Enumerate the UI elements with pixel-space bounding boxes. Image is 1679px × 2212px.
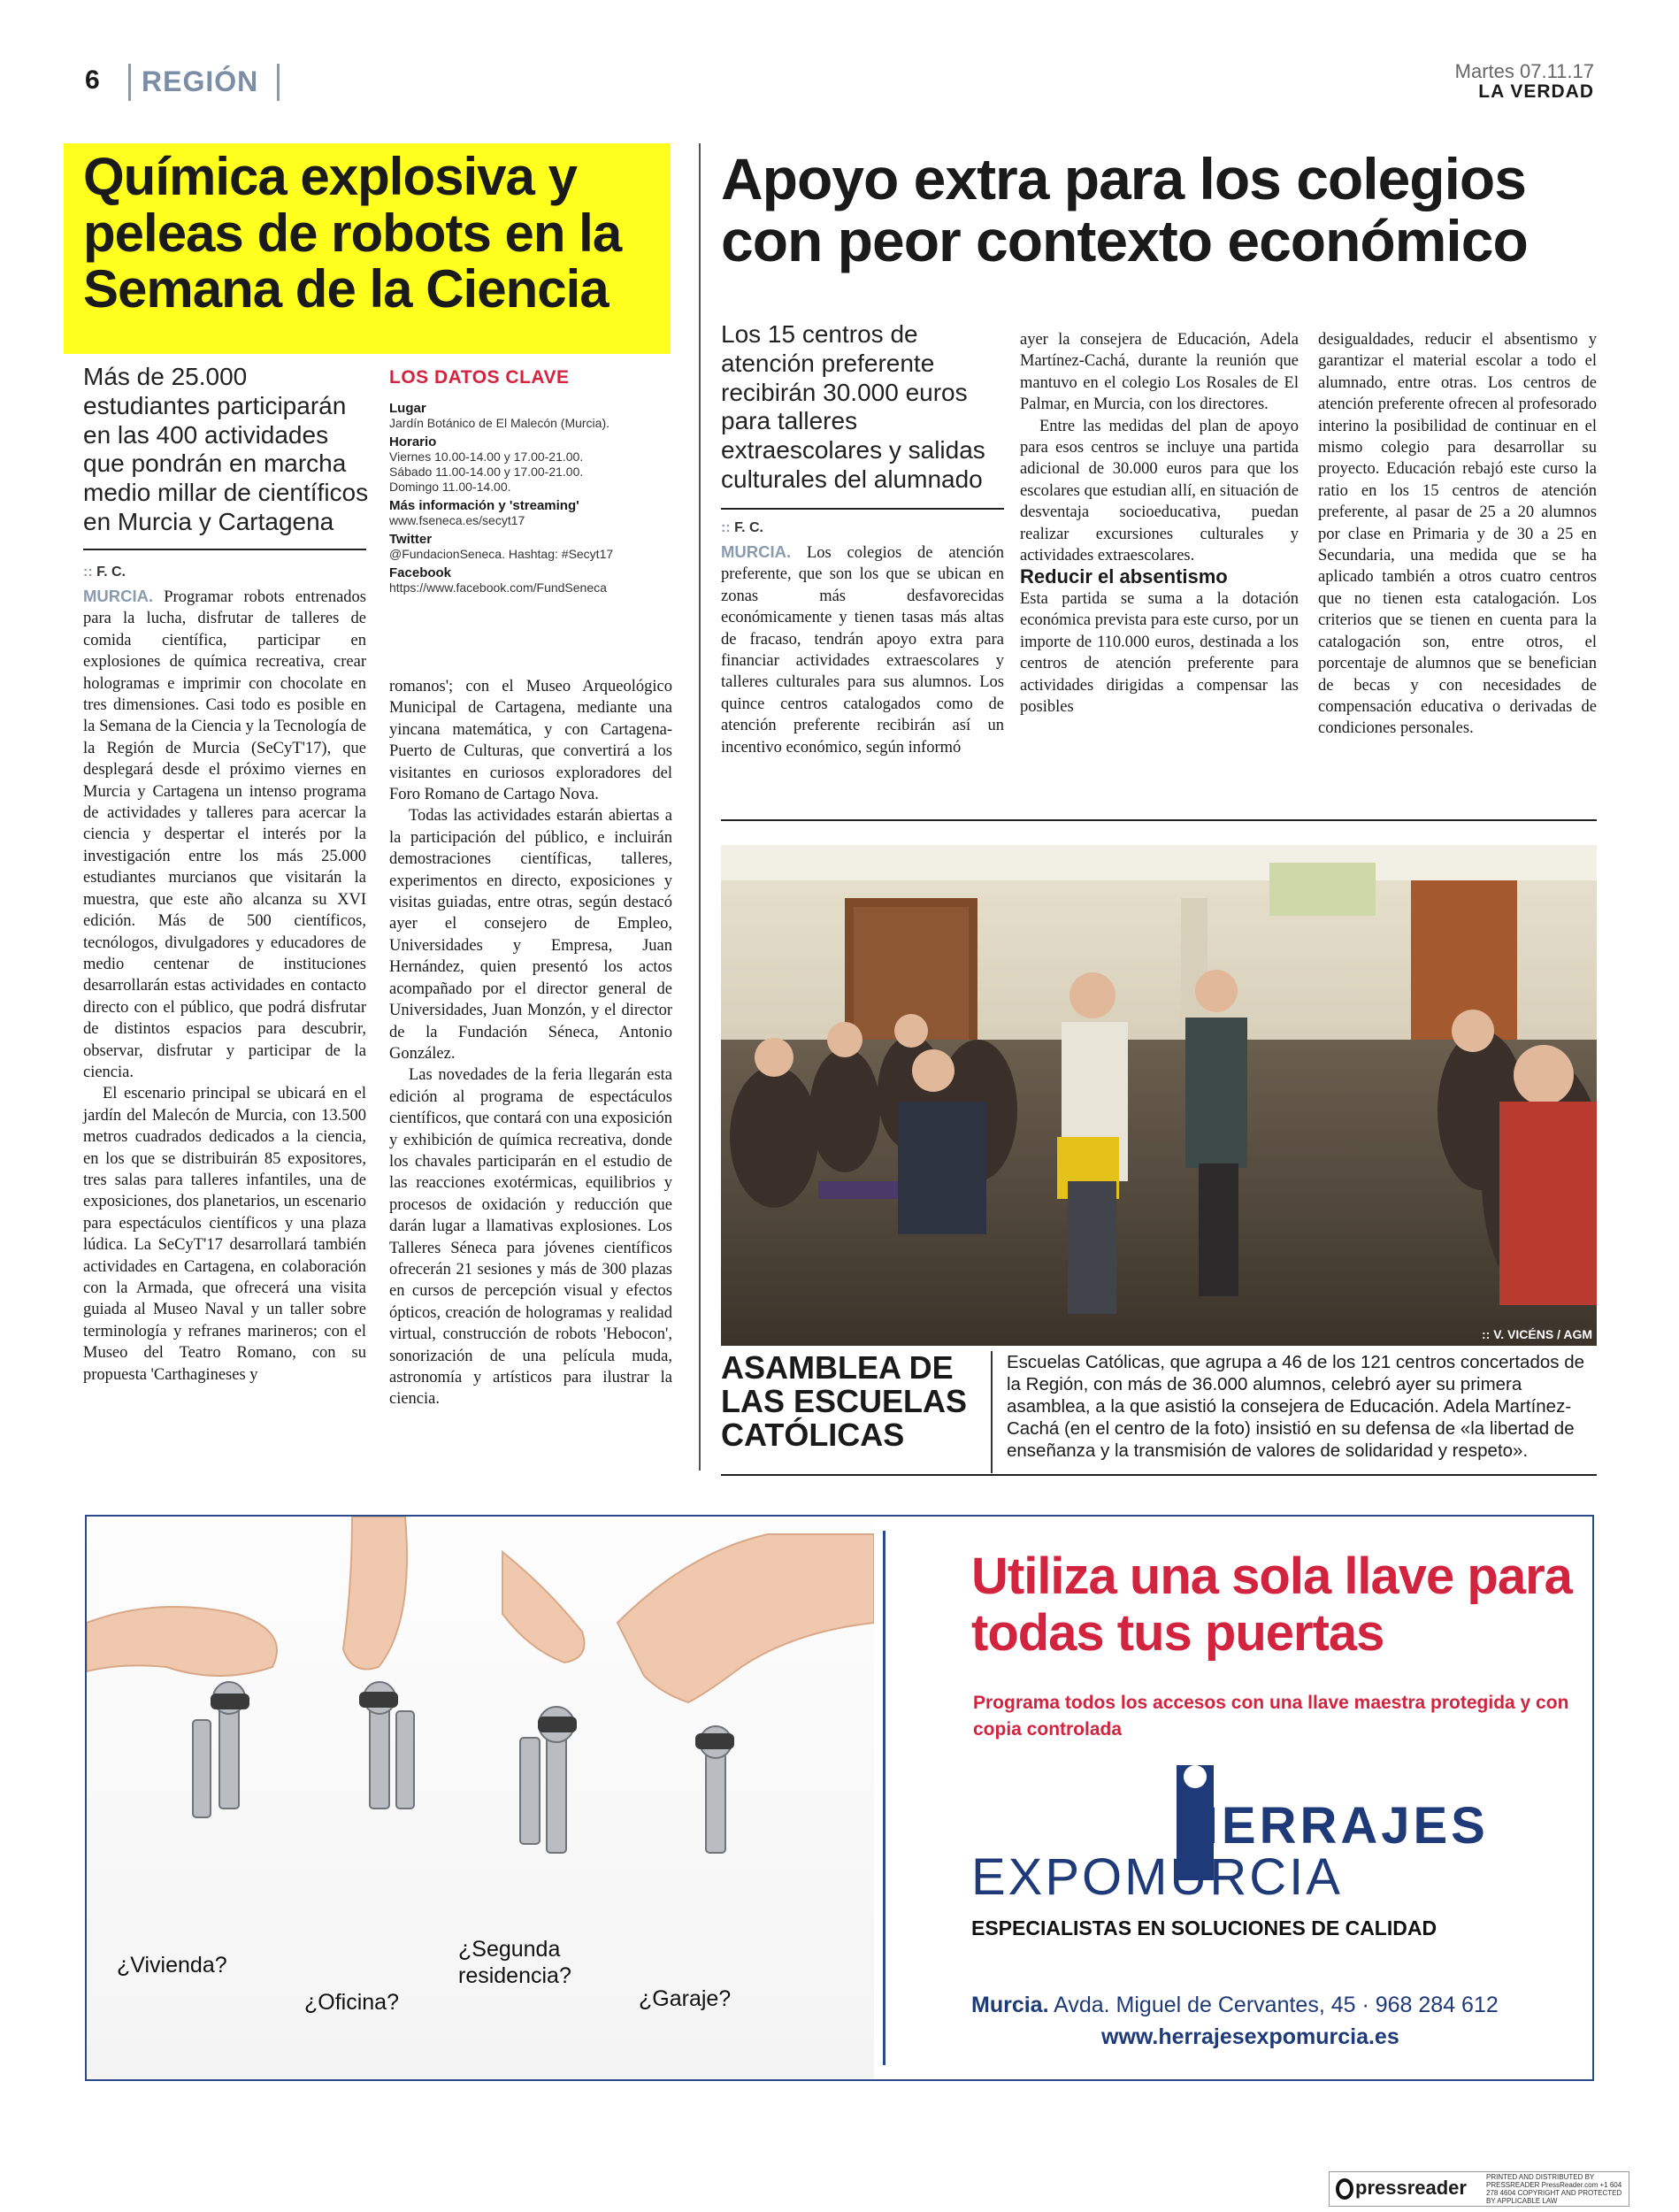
column-divider (699, 143, 701, 1471)
ad-label-oficina: ¿Oficina? (304, 1990, 399, 2015)
left-byline: :: F. C. (83, 565, 126, 580)
dateline: MURCIA. (83, 587, 154, 605)
right-col2: ayer la consejera de Educación, Adela Martínez-Cachá, durante la reunión que mantuvo en el colegio Los Rosales de El Palmar, en Murcia, con los directores. Entre las medidas del plan de apoyo para esos centros se incluye una partida adicional de 30.000 euros para que los escolares que estudian allí, en situación de desventaja socioeducativa, puedan realizar excursiones culturales y actividades extraescolares. Reducir el absentismo Esta partida se suma a la dotación económica prevista para este curso, por un importe de 110.000 euros, destinada a los centros de atención preferente para actividades dirigidas a compensar las posibles (1020, 331, 1299, 716)
fact-value: Domingo 11.00-14.00. (389, 480, 511, 494)
fact-value: Jardín Botánico de El Malecón (Murcia). (389, 416, 610, 430)
right-col1: MURCIA. Los colegios de atención preferente, que son los que se ubican en zonas más desfavorecidas económicamente y tienen tasas más altas de fracaso, tendrán apoyo extra para financiar actividades extraescolares y talleres culturales para sus alumnos. Los quince centros catalogados como de atención preferente recibirán así un incentivo económico, según informó (721, 542, 1004, 757)
ad-divider (883, 1531, 886, 2065)
fact-link[interactable]: www.fseneca.es/secyt17 (389, 513, 525, 527)
rule (83, 549, 366, 550)
key-facts-box (389, 367, 646, 595)
ad-subtitle: Programa todos los accesos con una llave maestra protegida y con copia controlada (973, 1693, 1569, 1740)
left-dek: Más de 25.000 estudiantes participarán en las 400 actividades que pondrán en marcha medio millar de científicos en Murcia y Cartagena (83, 363, 369, 535)
left-col1: MURCIA. Programar robots entrenados para la lucha, disfrutar de talleres de comida científica, participar en explosiones de química recreativa, crear hologramas e imprimir con chocolate en tres dimensiones. Casi todo es posible en la Semana de la Ciencia y la Tecnología de la Región de Murcia (SeCyT'17), que desplegará desde el próximo viernes en Murcia y Cartagena un intenso programa de actividades y talleres para acercar la ciencia y despertar el interés por la investigación entre los más 25.000 estudiantes murcianos que visitarán la muestra, que este año alcanza su XVI edición. Más de 500 científicos, tecnólogos, divulgadores y educadores de medio centenar de instituciones desarrollarán estas actividades en contacto directo con el público, que podrá disfrutar de distintos espacios para descubrir, observar, disfrutar y participar de la ciencia. El escenario principal se ubicará en el jardín del Malecón de Murcia, con 13.500 metros cuadrados dedicados a la ciencia, en los que se distribuirán 85 expositores, tres salas para talleres infantiles, una de exposiciones, dos planetarios, un escenario para espectáculos científicos y una plaza lúdica. La SeCyT'17 desarrollará también actividades en Cartagena, en colaboración con la Armada, que ofrecerá una visita guiada al Museo Naval y un taller sobre terminología y refranes marineros; con el Museo del Teatro Romano, con su propuesta 'Carthagineses y (83, 587, 366, 1384)
section-label: REGIÓN (142, 65, 259, 97)
right-headline: Apoyo extra para los colegios con peor contexto económico (721, 146, 1528, 273)
fact-value: Viernes 10.00-14.00 y 17.00-21.00. (389, 449, 584, 464)
rule (721, 819, 1597, 821)
subheading: Reducir el absentismo (1020, 565, 1228, 588)
ad-brand-top: HERRAJES (1181, 1797, 1489, 1855)
pressreader-copyright: PRINTED AND DISTRIBUTED BY PRESSREADER PressReader.com +1 604 278 4604 COPYRIGHT AND PROTECTED BY APPLICABLE LAW (1486, 2173, 1622, 2205)
assembly-photo (721, 845, 1597, 1346)
ad-keys-image (87, 1517, 874, 2079)
pressreader-logo-icon (1336, 2178, 1353, 2200)
newspaper-name: LA VERDAD (1478, 81, 1594, 102)
ad-label-segunda-residencia: ¿Segunda residencia? (458, 1937, 571, 1988)
ad-tagline: ESPECIALISTAS EN SOLUCIONES DE CALIDAD (971, 1916, 1438, 1939)
pressreader-name: pressreader (1355, 2177, 1467, 2199)
ad-label-garaje: ¿Garaje? (639, 1986, 732, 2011)
photo-caption-head: ASAMBLEA DE LAS ESCUELAS CATÓLICAS (721, 1349, 968, 1453)
fact-label: Lugar (389, 401, 426, 416)
rule (721, 1474, 1597, 1476)
header-divider (128, 64, 131, 101)
fact-link[interactable]: https://www.facebook.com/FundSeneca (389, 580, 607, 595)
ad-brand-bottom: EXPOMURCIA (971, 1848, 1343, 1906)
key-facts-title: LOS DATOS CLAVE (389, 367, 570, 388)
rule (721, 508, 1004, 510)
header-divider (277, 64, 280, 101)
ad-label-vivienda: ¿Vivienda? (117, 1953, 227, 1978)
hands-with-keys-illustration (87, 1517, 874, 2079)
right-dek: Los 15 centros de atención preferente recibirán 30.000 euros para talleres extraescolares y salidas culturales del alumnado (721, 320, 985, 493)
fact-value: Sábado 11.00-14.00 y 17.00-21.00. (389, 465, 584, 479)
fact-label: Twitter (389, 532, 433, 547)
right-col3: desigualdades, reducir el absentismo y garantizar el material escolar a todo el alumnado, entre otras. Los centros de atención preferente ofrecen al profesorado interino la posibilidad de continuar en el mismo colegio para desarrollar su proyecto. Educación rebajó este curso la ratio en los 15 centros de atención preferente, al pasar de 25 a 20 alumnos por clase en Primaria y de 30 a 25 en Secundaria, una medida que se ha aplicado también a otros cuatro centros que no tienen esta catalogación. Los criterios que se tienen en cuenta para la catalogación son, entre otros, el porcentaje de alumnos que se benefician de becas y con necesidades de compensación educativa o derivadas de condiciones personales. (1318, 331, 1597, 738)
left-headline: Química explosiva y peleas de robots en la Semana de la Ciencia (83, 147, 622, 319)
fact-label: Horario (389, 434, 437, 449)
caption-divider (991, 1351, 993, 1473)
ad-address: Murcia. Avda. Miguel de Cervantes, 45 · 968 284 612 (971, 1993, 1499, 2017)
fact-label: Facebook (389, 565, 452, 580)
fact-label: Más información y 'streaming' (389, 498, 579, 513)
brand-keyhole-icon (1184, 1765, 1207, 1788)
photo-credit: :: V. VICÉNS / AGM (1482, 1327, 1592, 1341)
page-number: 6 (85, 65, 100, 95)
photo-caption: Escuelas Católicas, que agrupa a 46 de los 121 centros concertados de la Región, con más de 36.000 alumnos, celebró ayer su primera asamblea, a la que asistió la consejera de Educación. Adela Martínez-Cachá (en el centro de la foto) insistió en su defensa de «la libertad de enseñanza y la transmisión de valores de solidaridad y respeto». (1007, 1352, 1584, 1461)
assembly-photo-image (721, 845, 1597, 1346)
right-byline: :: F. C. (721, 520, 763, 535)
ad-headline: Utiliza una sola llave para todas tus puertas (971, 1548, 1572, 1662)
fact-value: @FundacionSeneca. Hashtag: #Secyt17 (389, 547, 614, 561)
left-col2: romanos'; con el Museo Arqueológico Municipal de Cartagena, mediante una yincana matemática, y con Cartagena-Puerto de Culturas, que convertirá a los visitantes en curiosos exploradores del Foro Romano de Cartago Nova. Todas las actividades estarán abiertas a la participación del público, e incluirán demostraciones científicas, talleres, experimentos en directo, exposiciones y visitas guiadas, entre otras, según destacó ayer el consejero de Empleo, Universidades y Empresa, Juan Hernández, quien presentó los actos acompañado por el director general de Universidades, Juan Monzón, y el director de la Fundación Séneca, Antonio González. Las novedades de la feria llegarán esta edición al programa de espectáculos científicos, que contará con una exposición y exhibición de química recreativa, donde los chavales participarán en el estudio de las reacciones exotérmicas, equilibrios y procesos de oxidación y reducción que darán lugar a llamativas explosiones. Los Talleres Séneca para jóvenes científicos ofrecerán 21 sesiones y más de 300 plazas en cursos de percepción visual y efectos ópticos, creación de hologramas y realidad virtual, construcción de robots 'Hebocon', sonorización de una película muda, astronomía y artísticos para ilustrar la ciencia. (389, 678, 672, 1409)
ad-website-link[interactable]: www.herrajesexpomurcia.es (1101, 2024, 1399, 2049)
issue-date: Martes 07.11.17 (1454, 60, 1594, 82)
dateline: MURCIA. (721, 542, 792, 561)
